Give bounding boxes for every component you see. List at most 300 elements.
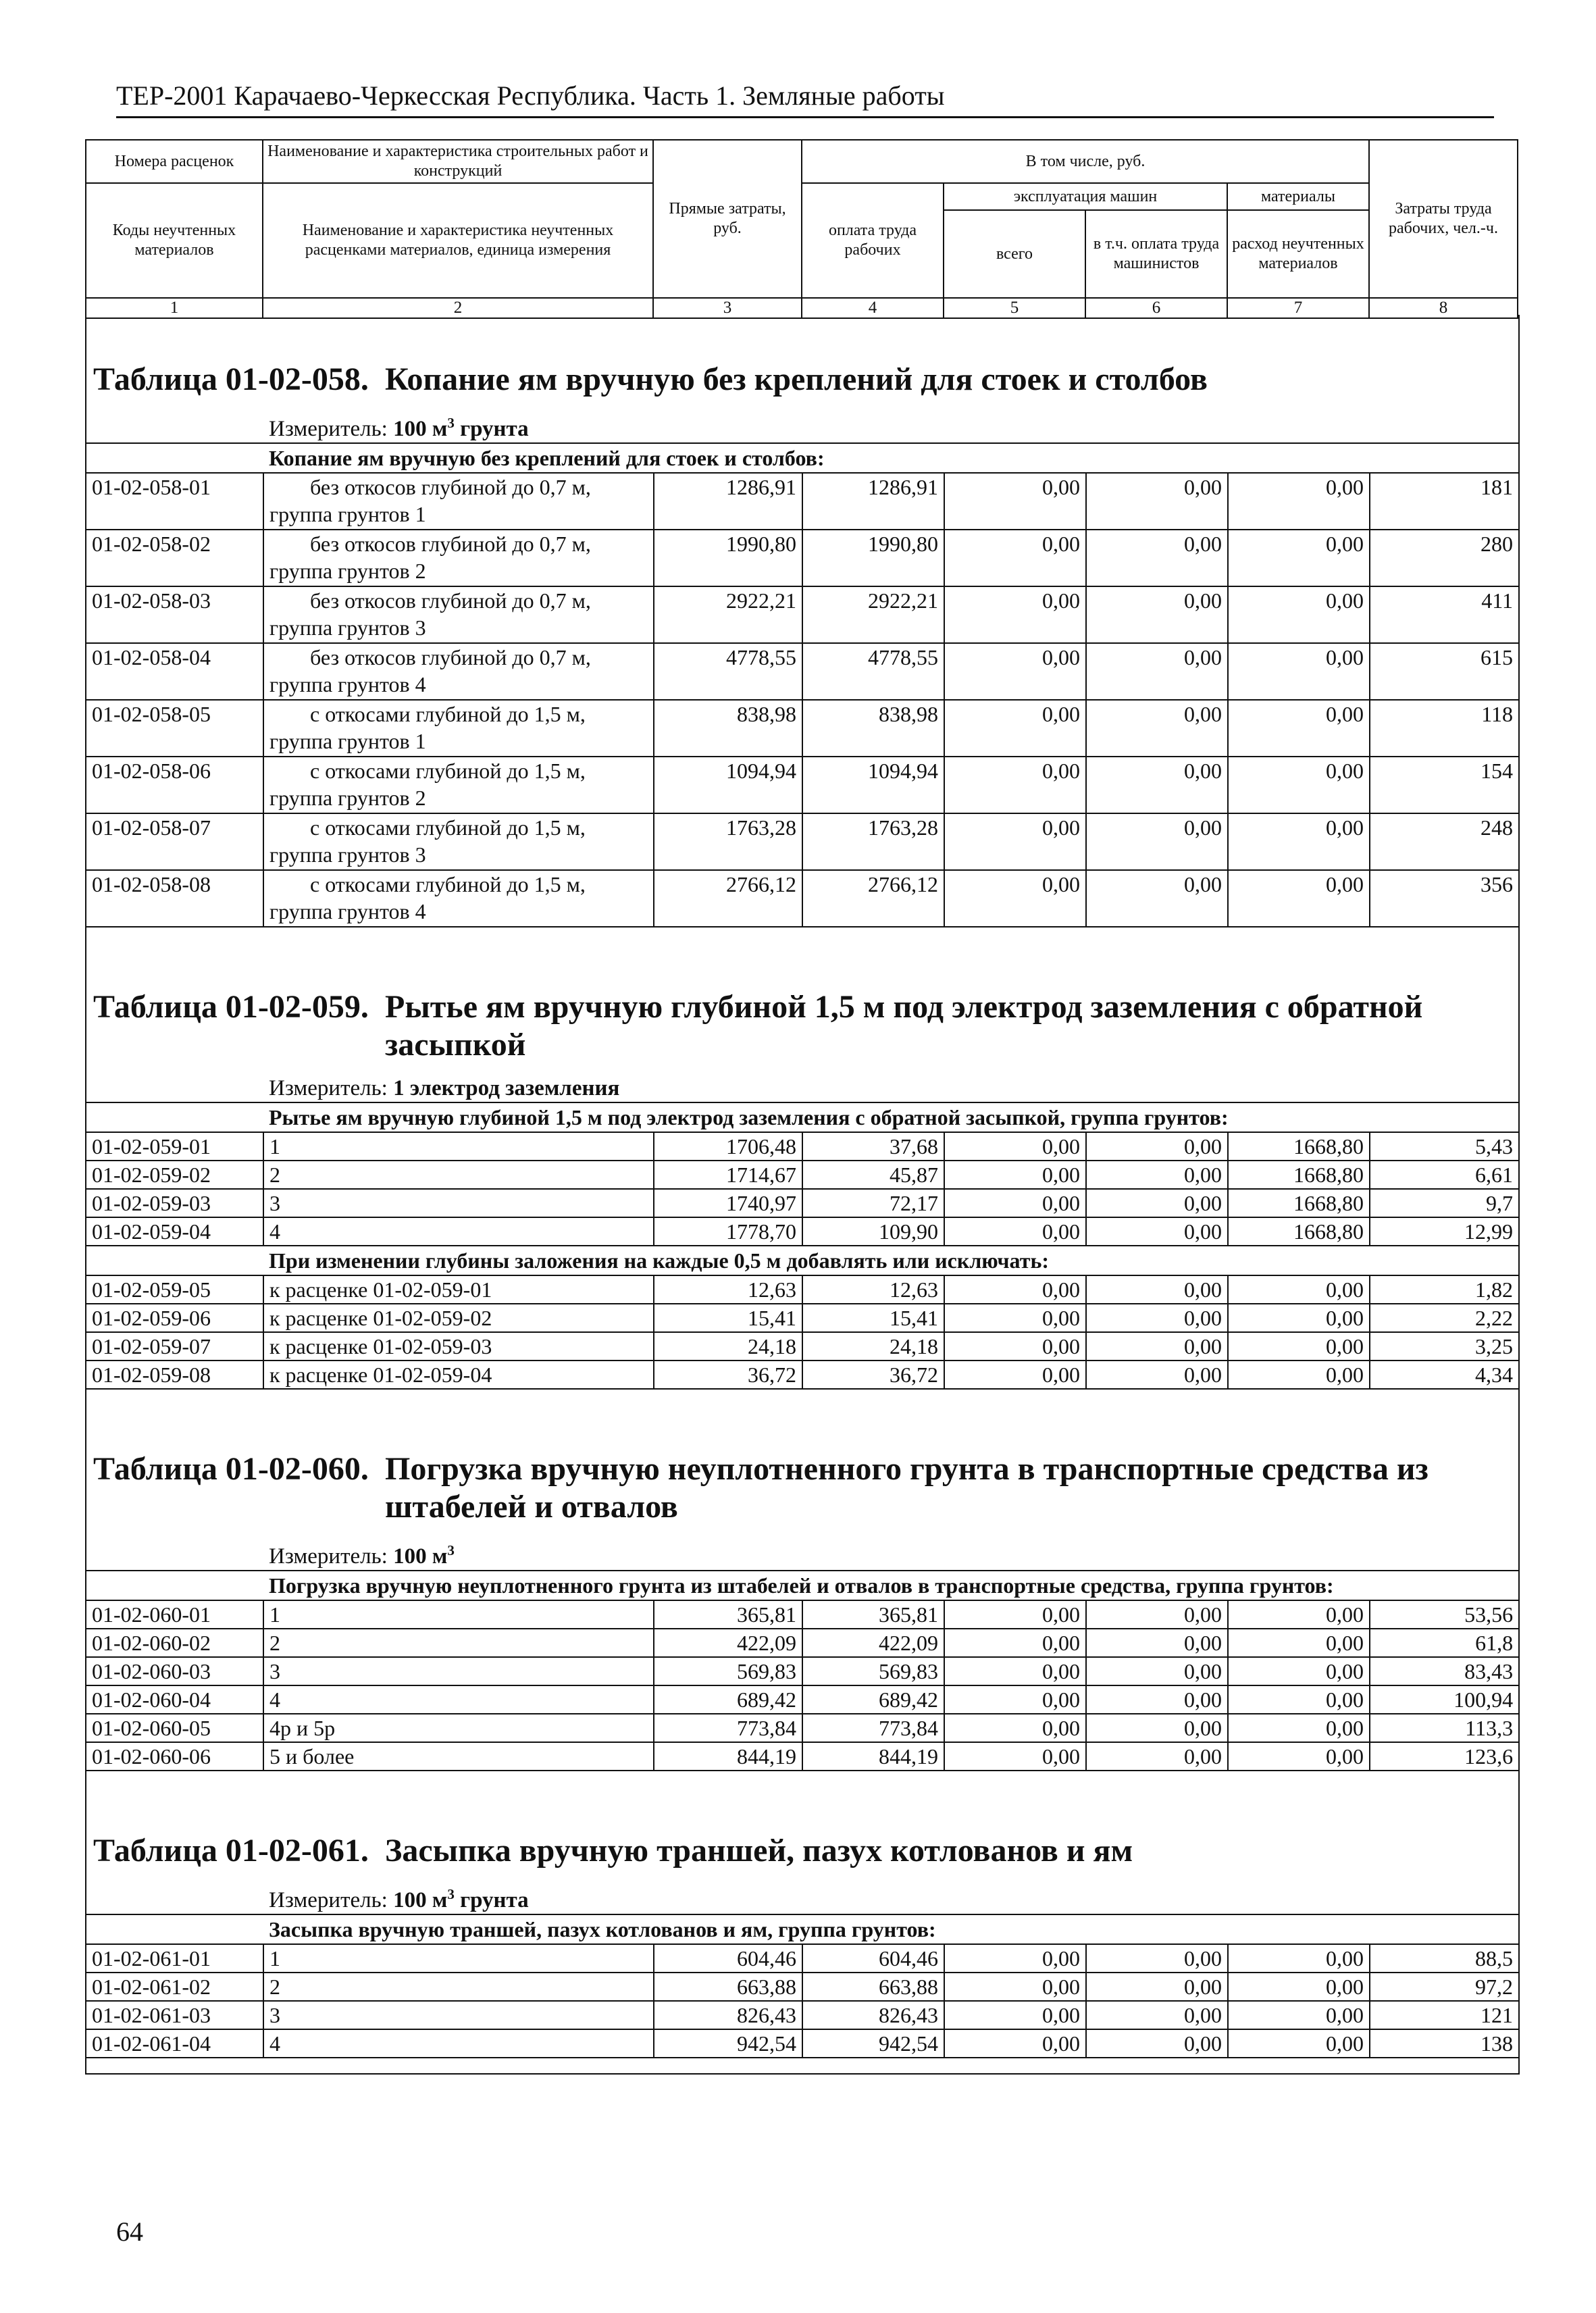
value-c3: 365,81 xyxy=(654,1600,802,1629)
value-c7: 1668,80 xyxy=(1228,1217,1370,1246)
value-c3: 689,42 xyxy=(654,1685,802,1714)
value-c6: 0,00 xyxy=(1086,473,1228,530)
hdr-machines-all: всего xyxy=(944,210,1085,298)
col-number-4: 4 xyxy=(802,298,944,318)
value-c7: 0,00 xyxy=(1228,1304,1370,1332)
value-c3: 15,41 xyxy=(654,1304,802,1332)
value-c4: 773,84 xyxy=(802,1714,944,1742)
work-description xyxy=(263,643,654,700)
unit-prefix: Измеритель: xyxy=(269,417,394,441)
value-c3: 1778,70 xyxy=(654,1217,802,1246)
unit-value: 100 м xyxy=(393,1544,448,1569)
value-c7: 0,00 xyxy=(1228,643,1370,700)
work-description: 1 xyxy=(263,1944,654,1973)
value-c7: 0,00 xyxy=(1228,757,1370,813)
value-c3: 1286,91 xyxy=(654,473,802,530)
value-c4: 12,63 xyxy=(802,1275,944,1304)
unit-superscript: 3 xyxy=(447,415,455,431)
value-c5: 0,00 xyxy=(944,1132,1086,1161)
col-number-6: 6 xyxy=(1085,298,1227,318)
group-header-row xyxy=(86,1914,1518,1944)
rate-code: 01-02-058-03 xyxy=(86,586,263,643)
unit-value: 100 м xyxy=(393,1888,448,1912)
table-unit xyxy=(269,1075,1518,1102)
value-c7: 1668,80 xyxy=(1228,1189,1370,1217)
value-c3: 24,18 xyxy=(654,1332,802,1361)
hdr-c2-bottom: Наименование и характеристика неучтенных расценками материалов, единица измерения xyxy=(263,183,653,298)
value-c3: 844,19 xyxy=(654,1742,802,1771)
value-c6: 0,00 xyxy=(1086,1600,1228,1629)
hdr-c2-top: Наименование и характеристика строительных работ и конструкций xyxy=(263,140,653,183)
value-c5: 0,00 xyxy=(944,1189,1086,1217)
value-c3: 1714,67 xyxy=(654,1161,802,1189)
work-description: к расценке 01-02-059-02 xyxy=(263,1304,654,1332)
value-c6: 0,00 xyxy=(1086,1189,1228,1217)
unit-suffix: грунта xyxy=(454,417,529,441)
value-c4: 2922,21 xyxy=(802,586,944,643)
value-c3: 773,84 xyxy=(654,1714,802,1742)
work-description: к расценке 01-02-059-01 xyxy=(263,1275,654,1304)
rate-code: 01-02-060-03 xyxy=(86,1657,263,1685)
hdr-labor-pay: оплата труда рабочих xyxy=(802,183,944,298)
table-row xyxy=(86,586,1518,643)
value-c7: 0,00 xyxy=(1228,700,1370,757)
value-c5: 0,00 xyxy=(944,473,1086,530)
value-c8: 121 xyxy=(1370,2001,1518,2029)
value-c8: 4,34 xyxy=(1370,1361,1518,1389)
description-line-1: без откосов глубиной до 0,7 м, xyxy=(310,475,591,499)
value-c3: 4778,55 xyxy=(654,643,802,700)
value-c7: 0,00 xyxy=(1228,473,1370,530)
rate-code: 01-02-058-01 xyxy=(86,473,263,530)
value-c7: 0,00 xyxy=(1228,1657,1370,1685)
value-c4: 15,41 xyxy=(802,1304,944,1332)
table-label: Таблица 01-02-058. xyxy=(93,361,369,397)
table-label: Таблица 01-02-060. xyxy=(93,1451,369,1487)
col-number-8: 8 xyxy=(1369,298,1518,318)
unit-superscript: 3 xyxy=(447,1886,455,1902)
value-c5: 0,00 xyxy=(944,1600,1086,1629)
rate-code: 01-02-058-05 xyxy=(86,700,263,757)
description-line-1: с откосами глубиной до 1,5 м, xyxy=(310,815,586,840)
unit-value: 1 электрод заземления xyxy=(393,1076,620,1100)
value-c5: 0,00 xyxy=(944,1361,1086,1389)
table-row xyxy=(86,1275,1518,1304)
value-c5: 0,00 xyxy=(944,643,1086,700)
value-c3: 2922,21 xyxy=(654,586,802,643)
work-description: 3 xyxy=(263,1657,654,1685)
value-c8: 181 xyxy=(1370,473,1518,530)
work-description: 3 xyxy=(263,2001,654,2029)
work-description: 1 xyxy=(263,1132,654,1161)
table-row xyxy=(86,473,1518,530)
value-c8: 280 xyxy=(1370,530,1518,586)
value-c7: 0,00 xyxy=(1228,870,1370,927)
table-row xyxy=(86,1973,1518,2001)
value-c5: 0,00 xyxy=(944,1973,1086,2001)
col-number-1: 1 xyxy=(86,298,263,318)
value-c6: 0,00 xyxy=(1086,1161,1228,1189)
value-c6: 0,00 xyxy=(1086,813,1228,870)
value-c6: 0,00 xyxy=(1086,586,1228,643)
value-c6: 0,00 xyxy=(1086,1132,1228,1161)
value-c7: 0,00 xyxy=(1228,1685,1370,1714)
value-c5: 0,00 xyxy=(944,1217,1086,1246)
group-spacer xyxy=(86,1571,263,1600)
description-line-2: группа грунтов 4 xyxy=(269,899,426,923)
description-line-1: без откосов глубиной до 0,7 м, xyxy=(310,588,591,613)
table-row xyxy=(86,1132,1518,1161)
group-header-row xyxy=(86,1571,1518,1600)
value-c6: 0,00 xyxy=(1086,870,1228,927)
value-c4: 826,43 xyxy=(802,2001,944,2029)
description-line-2: группа грунтов 3 xyxy=(269,615,426,640)
table-row xyxy=(86,870,1518,927)
group-header-row xyxy=(86,1246,1518,1275)
hdr-labor-costs: Затраты труда рабочих, чел.-ч. xyxy=(1369,140,1518,298)
rate-code: 01-02-061-01 xyxy=(86,1944,263,1973)
description-line-1: без откосов глубиной до 0,7 м, xyxy=(310,645,591,669)
value-c3: 2766,12 xyxy=(654,870,802,927)
value-c4: 4778,55 xyxy=(802,643,944,700)
rate-code: 01-02-059-02 xyxy=(86,1161,263,1189)
value-c6: 0,00 xyxy=(1086,2029,1228,2058)
value-c5: 0,00 xyxy=(944,1332,1086,1361)
value-c5: 0,00 xyxy=(944,1304,1086,1332)
rate-code: 01-02-061-04 xyxy=(86,2029,263,2058)
value-c4: 1763,28 xyxy=(802,813,944,870)
table-row xyxy=(86,2029,1518,2058)
value-c8: 6,61 xyxy=(1370,1161,1518,1189)
value-c4: 45,87 xyxy=(802,1161,944,1189)
description-line-2: группа грунтов 2 xyxy=(269,786,426,810)
group-title: Копание ям вручную без креплений для стоек и столбов: xyxy=(263,443,1518,473)
value-c8: 411 xyxy=(1370,586,1518,643)
price-tables-body xyxy=(85,315,1520,2075)
rate-code: 01-02-058-06 xyxy=(86,757,263,813)
group-spacer xyxy=(86,443,263,473)
value-c3: 838,98 xyxy=(654,700,802,757)
table-row xyxy=(86,2001,1518,2029)
group-header-row xyxy=(86,443,1518,473)
value-c6: 0,00 xyxy=(1086,1657,1228,1685)
description-line-2: группа грунтов 1 xyxy=(269,502,426,526)
table-row xyxy=(86,1600,1518,1629)
work-description: к расценке 01-02-059-03 xyxy=(263,1332,654,1361)
value-c4: 24,18 xyxy=(802,1332,944,1361)
value-c3: 422,09 xyxy=(654,1629,802,1657)
work-description xyxy=(263,473,654,530)
table-unit xyxy=(269,1537,1518,1570)
table-heading xyxy=(93,1832,1518,1870)
price-table xyxy=(86,1102,1518,1390)
table-heading xyxy=(93,988,1518,1064)
value-c6: 0,00 xyxy=(1086,757,1228,813)
value-c8: 2,22 xyxy=(1370,1304,1518,1332)
description-line-2: группа грунтов 4 xyxy=(269,672,426,696)
value-c8: 138 xyxy=(1370,2029,1518,2058)
table-unit xyxy=(269,1881,1518,1914)
value-c5: 0,00 xyxy=(944,530,1086,586)
col-number-3: 3 xyxy=(653,298,802,318)
value-c5: 0,00 xyxy=(944,1161,1086,1189)
work-description xyxy=(263,530,654,586)
unit-suffix: грунта xyxy=(454,1888,529,1912)
table-row xyxy=(86,1714,1518,1742)
price-table xyxy=(86,442,1518,927)
description-line-1: с откосами глубиной до 1,5 м, xyxy=(310,759,586,783)
description-line-1: с откосами глубиной до 1,5 м, xyxy=(310,702,586,726)
value-c8: 61,8 xyxy=(1370,1629,1518,1657)
description-line-2: группа грунтов 3 xyxy=(269,842,426,867)
table-gap xyxy=(86,1390,1518,1404)
value-c8: 5,43 xyxy=(1370,1132,1518,1161)
value-c6: 0,00 xyxy=(1086,1275,1228,1304)
value-c6: 0,00 xyxy=(1086,1714,1228,1742)
value-c8: 83,43 xyxy=(1370,1657,1518,1685)
value-c6: 0,00 xyxy=(1086,2001,1228,2029)
value-c7: 0,00 xyxy=(1228,1944,1370,1973)
value-c4: 365,81 xyxy=(802,1600,944,1629)
value-c4: 36,72 xyxy=(802,1361,944,1389)
value-c4: 1286,91 xyxy=(802,473,944,530)
value-c3: 663,88 xyxy=(654,1973,802,2001)
hdr-materials: материалы xyxy=(1227,183,1369,210)
table-row xyxy=(86,643,1518,700)
value-c3: 12,63 xyxy=(654,1275,802,1304)
table-label: Таблица 01-02-061. xyxy=(93,1833,369,1869)
value-c3: 942,54 xyxy=(654,2029,802,2058)
unit-prefix: Измеритель: xyxy=(269,1888,394,1912)
work-description: 4 xyxy=(263,1217,654,1246)
description-line-2: группа грунтов 2 xyxy=(269,559,426,583)
value-c5: 0,00 xyxy=(944,586,1086,643)
value-c7: 0,00 xyxy=(1228,1600,1370,1629)
hdr-c1-bottom: Коды неучтенных материалов xyxy=(86,183,263,298)
value-c5: 0,00 xyxy=(944,2029,1086,2058)
table-row xyxy=(86,1361,1518,1389)
value-c5: 0,00 xyxy=(944,1742,1086,1771)
rate-code: 01-02-061-03 xyxy=(86,2001,263,2029)
value-c8: 97,2 xyxy=(1370,1973,1518,2001)
value-c4: 844,19 xyxy=(802,1742,944,1771)
value-c4: 1094,94 xyxy=(802,757,944,813)
group-spacer xyxy=(86,1102,263,1132)
group-title: Погрузка вручную неуплотненного грунта из штабелей и отвалов в транспортные средства, группа грунтов: xyxy=(263,1571,1518,1600)
table-heading xyxy=(93,1450,1518,1526)
value-c6: 0,00 xyxy=(1086,530,1228,586)
value-c8: 9,7 xyxy=(1370,1189,1518,1217)
rate-code: 01-02-058-02 xyxy=(86,530,263,586)
unit-superscript: 3 xyxy=(447,1542,455,1558)
value-c3: 1763,28 xyxy=(654,813,802,870)
table-heading xyxy=(93,361,1518,399)
value-c6: 0,00 xyxy=(1086,1973,1228,2001)
rate-code: 01-02-059-03 xyxy=(86,1189,263,1217)
running-head: ТЕР-2001 Карачаево-Черкесская Республика. Часть 1. Земляные работы xyxy=(116,80,1494,118)
value-c8: 154 xyxy=(1370,757,1518,813)
value-c8: 248 xyxy=(1370,813,1518,870)
value-c6: 0,00 xyxy=(1086,643,1228,700)
price-table xyxy=(86,1914,1518,2058)
work-description: 2 xyxy=(263,1161,654,1189)
work-description: 5 и более xyxy=(263,1742,654,1771)
value-c7: 1668,80 xyxy=(1228,1132,1370,1161)
rate-code: 01-02-060-06 xyxy=(86,1742,263,1771)
value-c7: 0,00 xyxy=(1228,2001,1370,2029)
value-c5: 0,00 xyxy=(944,757,1086,813)
value-c5: 0,00 xyxy=(944,1657,1086,1685)
table-row xyxy=(86,1742,1518,1771)
value-c4: 569,83 xyxy=(802,1657,944,1685)
value-c8: 88,5 xyxy=(1370,1944,1518,1973)
value-c7: 1668,80 xyxy=(1228,1161,1370,1189)
value-c8: 123,6 xyxy=(1370,1742,1518,1771)
table-row xyxy=(86,1685,1518,1714)
hdr-direct-costs: Прямые затраты, руб. xyxy=(653,140,802,298)
value-c6: 0,00 xyxy=(1086,1685,1228,1714)
table-row xyxy=(86,1332,1518,1361)
col-number-2: 2 xyxy=(263,298,653,318)
value-c4: 109,90 xyxy=(802,1217,944,1246)
col-number-7: 7 xyxy=(1227,298,1369,318)
description-line-1: без откосов глубиной до 0,7 м, xyxy=(310,532,591,556)
description-line-2: группа грунтов 1 xyxy=(269,729,426,753)
value-c6: 0,00 xyxy=(1086,1361,1228,1389)
value-c7: 0,00 xyxy=(1228,813,1370,870)
value-c8: 356 xyxy=(1370,870,1518,927)
value-c8: 3,25 xyxy=(1370,1332,1518,1361)
hdr-machinists: в т.ч. оплата труда машинистов xyxy=(1085,210,1227,298)
table-label: Таблица 01-02-059. xyxy=(93,989,369,1025)
value-c6: 0,00 xyxy=(1086,700,1228,757)
work-description xyxy=(263,586,654,643)
value-c8: 615 xyxy=(1370,643,1518,700)
value-c7: 0,00 xyxy=(1228,530,1370,586)
table-row xyxy=(86,1629,1518,1657)
work-description: 2 xyxy=(263,1629,654,1657)
unit-prefix: Измеритель: xyxy=(269,1544,394,1569)
table-row xyxy=(86,1161,1518,1189)
value-c6: 0,00 xyxy=(1086,1742,1228,1771)
value-c8: 53,56 xyxy=(1370,1600,1518,1629)
work-description xyxy=(263,813,654,870)
value-c4: 663,88 xyxy=(802,1973,944,2001)
table-title: Погрузка вручную неуплотненного грунта в транспортные средства из штабелей и отвалов xyxy=(385,1451,1428,1525)
group-header-row xyxy=(86,1102,1518,1132)
rate-code: 01-02-060-01 xyxy=(86,1600,263,1629)
rate-code: 01-02-060-05 xyxy=(86,1714,263,1742)
value-c4: 604,46 xyxy=(802,1944,944,1973)
value-c3: 1740,97 xyxy=(654,1189,802,1217)
table-gap xyxy=(86,1771,1518,1786)
work-description: к расценке 01-02-059-04 xyxy=(263,1361,654,1389)
work-description: 3 xyxy=(263,1189,654,1217)
work-description xyxy=(263,757,654,813)
work-description xyxy=(263,700,654,757)
rate-code: 01-02-059-06 xyxy=(86,1304,263,1332)
value-c7: 0,00 xyxy=(1228,586,1370,643)
table-row xyxy=(86,1944,1518,1973)
work-description: 4р и 5р xyxy=(263,1714,654,1742)
value-c5: 0,00 xyxy=(944,2001,1086,2029)
table-row xyxy=(86,530,1518,586)
page-number: 64 xyxy=(116,2216,143,2247)
value-c6: 0,00 xyxy=(1086,1304,1228,1332)
value-c7: 0,00 xyxy=(1228,1742,1370,1771)
value-c5: 0,00 xyxy=(944,813,1086,870)
value-c7: 0,00 xyxy=(1228,1714,1370,1742)
table-row xyxy=(86,1657,1518,1685)
table-title: Копание ям вручную без креплений для стоек и столбов xyxy=(385,361,1208,397)
rate-code: 01-02-059-04 xyxy=(86,1217,263,1246)
table-row xyxy=(86,1304,1518,1332)
work-description: 1 xyxy=(263,1600,654,1629)
column-header-table xyxy=(85,139,1518,319)
value-c7: 0,00 xyxy=(1228,1629,1370,1657)
hdr-materials-sub: расход неучтенных материалов xyxy=(1227,210,1369,298)
value-c8: 12,99 xyxy=(1370,1217,1518,1246)
rate-code: 01-02-059-07 xyxy=(86,1332,263,1361)
work-description: 2 xyxy=(263,1973,654,2001)
value-c5: 0,00 xyxy=(944,1714,1086,1742)
table-row xyxy=(86,1217,1518,1246)
group-title: Засыпка вручную траншей, пазух котлованов и ям, группа грунтов: xyxy=(263,1914,1518,1944)
table-unit xyxy=(269,409,1518,442)
group-title: Рытье ям вручную глубиной 1,5 м под электрод заземления с обратной засыпкой, группа грунтов: xyxy=(263,1102,1518,1132)
table-gap xyxy=(86,2058,1518,2073)
rate-code: 01-02-060-02 xyxy=(86,1629,263,1657)
unit-value: 100 м xyxy=(393,417,448,441)
price-table xyxy=(86,1570,1518,1771)
group-spacer xyxy=(86,1914,263,1944)
value-c3: 36,72 xyxy=(654,1361,802,1389)
value-c7: 0,00 xyxy=(1228,1332,1370,1361)
rate-code: 01-02-058-08 xyxy=(86,870,263,927)
value-c3: 1706,48 xyxy=(654,1132,802,1161)
value-c8: 100,94 xyxy=(1370,1685,1518,1714)
col-number-5: 5 xyxy=(944,298,1085,318)
value-c3: 1094,94 xyxy=(654,757,802,813)
value-c6: 0,00 xyxy=(1086,1944,1228,1973)
value-c8: 118 xyxy=(1370,700,1518,757)
value-c4: 72,17 xyxy=(802,1189,944,1217)
value-c3: 826,43 xyxy=(654,2001,802,2029)
value-c8: 113,3 xyxy=(1370,1714,1518,1742)
value-c3: 1990,80 xyxy=(654,530,802,586)
value-c7: 0,00 xyxy=(1228,2029,1370,2058)
value-c3: 569,83 xyxy=(654,1657,802,1685)
rate-code: 01-02-060-04 xyxy=(86,1685,263,1714)
rate-code: 01-02-059-08 xyxy=(86,1361,263,1389)
value-c5: 0,00 xyxy=(944,870,1086,927)
group-title: При изменении глубины заложения на каждые 0,5 м добавлять или исключать: xyxy=(263,1246,1518,1275)
hdr-in-total: В том числе, руб. xyxy=(802,140,1369,183)
table-title: Рытье ям вручную глубиной 1,5 м под электрод заземления с обратной засыпкой xyxy=(385,989,1423,1063)
table-row xyxy=(86,813,1518,870)
value-c3: 604,46 xyxy=(654,1944,802,1973)
work-description: 4 xyxy=(263,1685,654,1714)
value-c5: 0,00 xyxy=(944,1944,1086,1973)
value-c4: 422,09 xyxy=(802,1629,944,1657)
rate-code: 01-02-059-01 xyxy=(86,1132,263,1161)
unit-prefix: Измеритель: xyxy=(269,1076,394,1100)
value-c5: 0,00 xyxy=(944,1685,1086,1714)
table-row xyxy=(86,1189,1518,1217)
value-c5: 0,00 xyxy=(944,1629,1086,1657)
table-title: Засыпка вручную траншей, пазух котлованов и ям xyxy=(385,1833,1133,1869)
value-c4: 2766,12 xyxy=(802,870,944,927)
